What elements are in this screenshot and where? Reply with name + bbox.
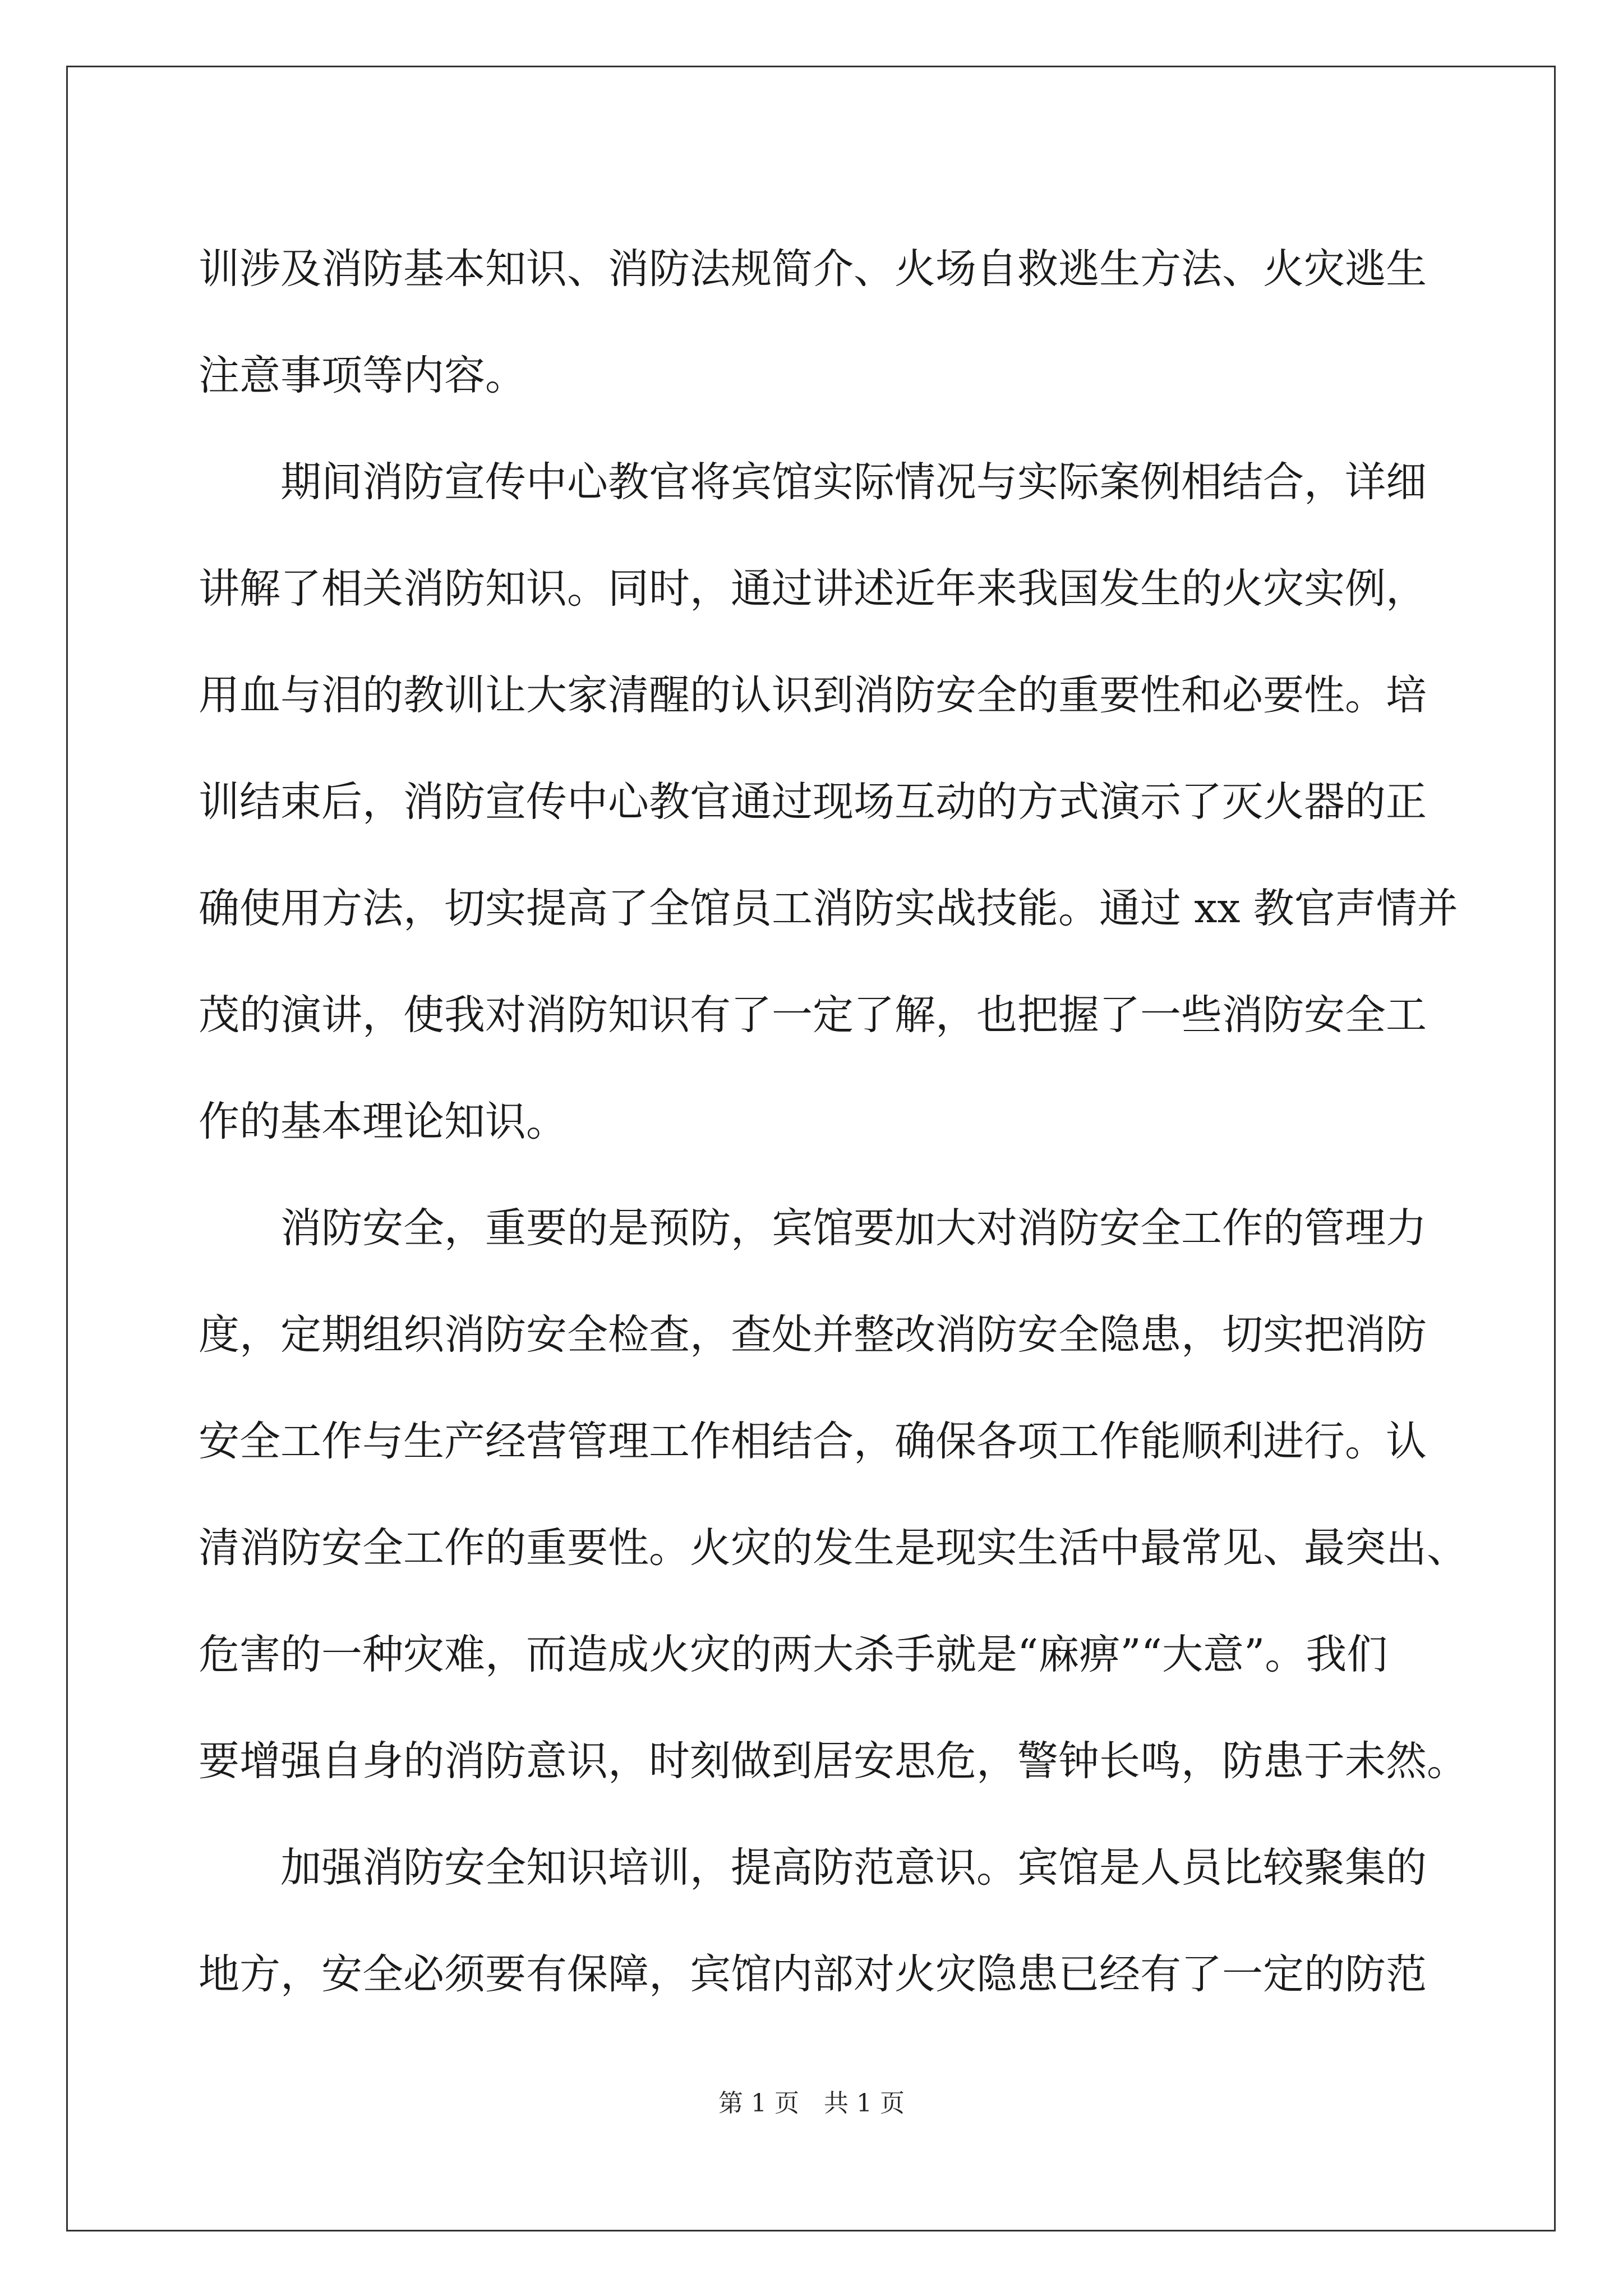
page-number-total: 共 1 页 [824, 2089, 905, 2118]
text-line: 清消防安全工作的重要性。火灾的发生是现实生活中最常见、最突出、 [199, 1524, 1468, 1572]
document-body [199, 216, 1468, 2028]
text-line: 度，定期组织消防安全检查，查处并整改消防安全隐患，切实把消防 [199, 1311, 1427, 1359]
text-line: 茂的演讲，使我对消防知识有了一定了解，也把握了一些消防安全工 [199, 991, 1427, 1039]
text-line: 地方，安全必须要有保障，宾馆内部对火灾隐患已经有了一定的防范 [199, 1950, 1427, 1998]
text-line: 要增强自身的消防意识，时刻做到居安思危，警钟长鸣，防患于未然。 [199, 1737, 1468, 1785]
paragraph-start-line: 期间消防宣传中心教官将宾馆实际情况与实际案例相结合，详细 [280, 458, 1427, 506]
text-line: 讲解了相关消防知识。同时，通过讲述近年来我国发生的火灾实例， [199, 565, 1427, 613]
text-line: 训涉及消防基本知识、消防法规简介、火场自救逃生方法、火灾逃生 [199, 245, 1427, 293]
text-line: 安全工作与生产经营管理工作相结合，确保各项工作能顺利进行。认 [199, 1418, 1427, 1465]
paragraph-start-line: 加强消防安全知识培训，提高防范意识。宾馆是人员比较聚集的 [280, 1844, 1427, 1892]
paragraph-start-line: 消防安全，重要的是预防，宾馆要加大对消防安全工作的管理力 [280, 1204, 1427, 1252]
text-line: 用血与泪的教训让大家清醒的认识到消防安全的重要性和必要性。培 [199, 671, 1427, 719]
page-footer [0, 2087, 1623, 2120]
text-line: 作的基本理论知识。 [199, 1098, 567, 1145]
page-number-current: 第 1 页 [718, 2089, 799, 2118]
text-line: 注意事项等内容。 [199, 352, 526, 399]
text-line: 训结束后，消防宣传中心教官通过现场互动的方式演示了灭火器的正 [199, 778, 1427, 826]
text-line: 危害的一种灾难，而造成火灾的两大杀手就是“麻痹”“大意”。我们 [199, 1631, 1388, 1678]
text-line: 确使用方法，切实提高了全馆员工消防实战技能。通过 xx 教官声情并 [199, 885, 1458, 932]
